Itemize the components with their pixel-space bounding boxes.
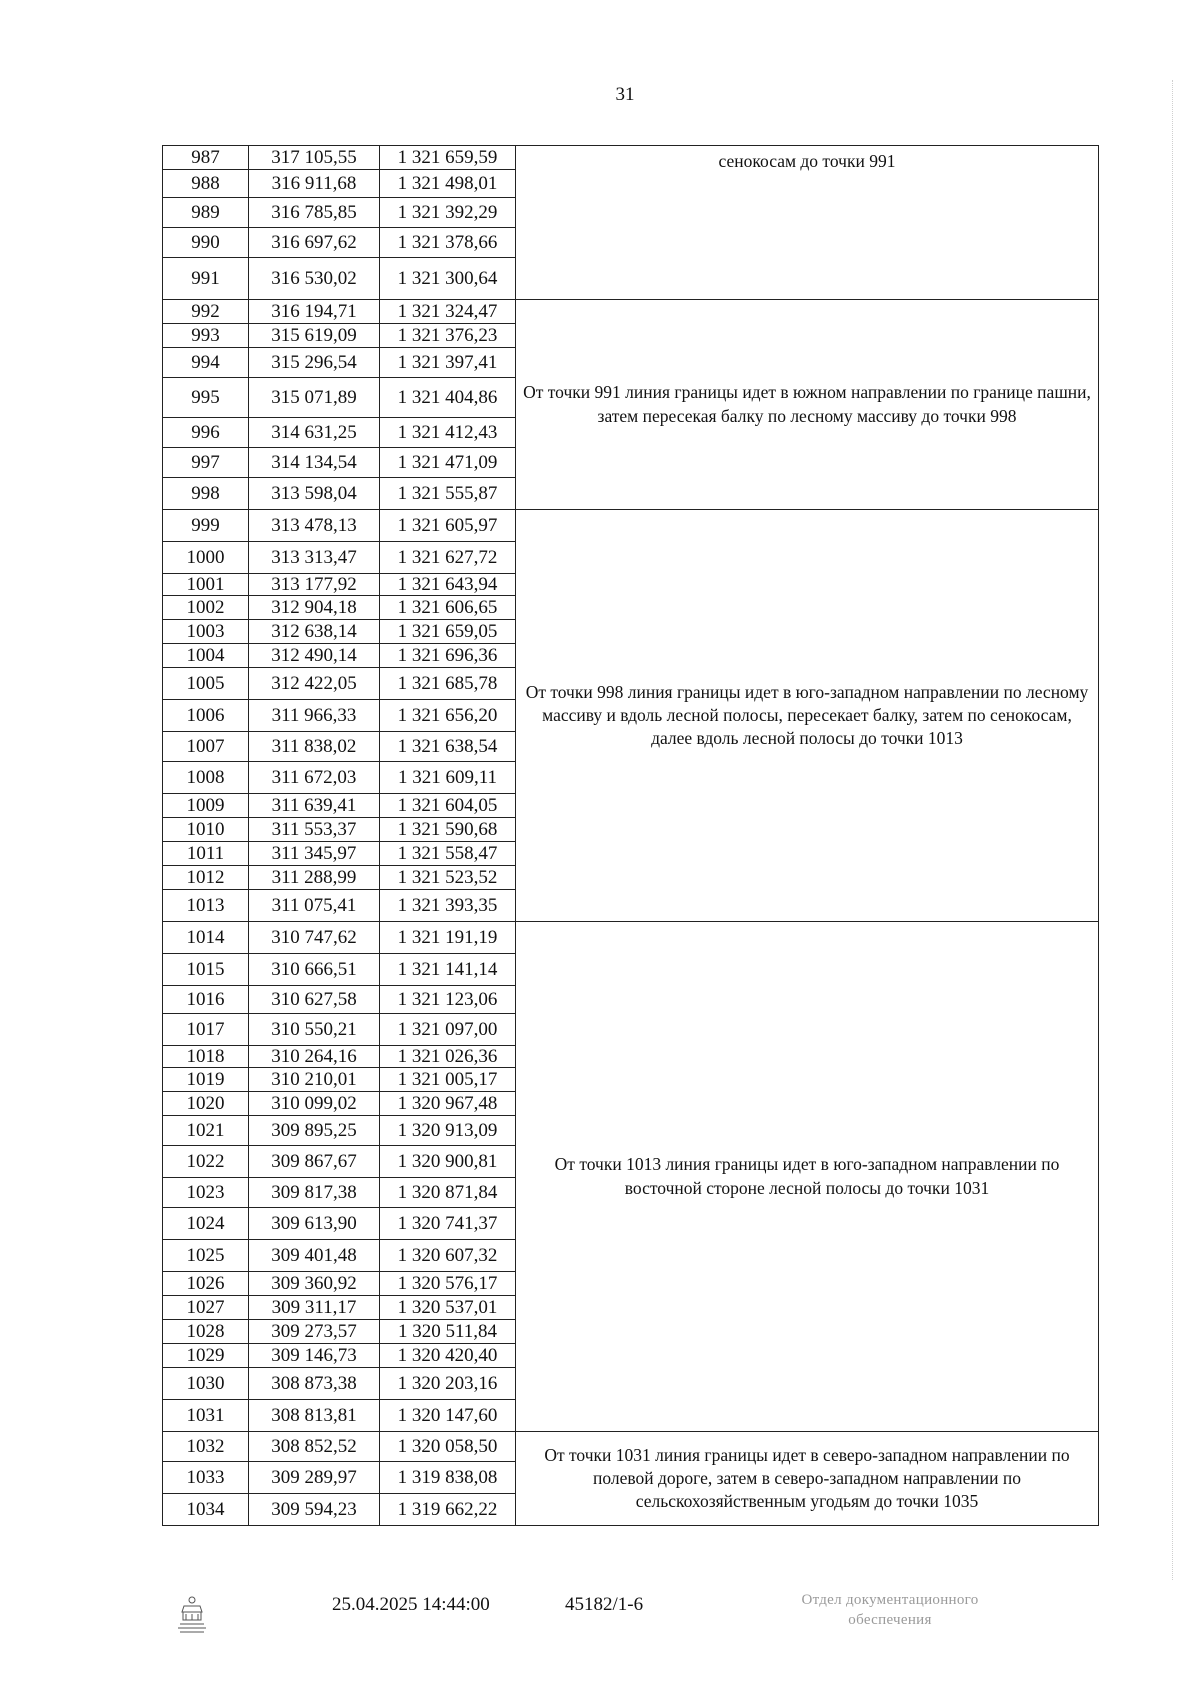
point-number-cell: 1012	[163, 866, 249, 890]
x-coordinate-cell: 311 288,99	[249, 866, 380, 890]
x-coordinate-cell: 310 666,51	[249, 954, 380, 986]
point-number-cell: 1001	[163, 574, 249, 596]
y-coordinate-cell: 1 319 662,22	[380, 1494, 516, 1526]
x-coordinate-cell: 316 194,71	[249, 300, 380, 324]
y-coordinate-cell: 1 321 393,35	[380, 890, 516, 922]
stamp-line-1: Отдел документационного	[801, 1592, 979, 1608]
point-number-cell: 1029	[163, 1344, 249, 1368]
y-coordinate-cell: 1 321 412,43	[380, 418, 516, 448]
point-number-cell: 992	[163, 300, 249, 324]
emblem-icon	[172, 1594, 212, 1638]
point-number-cell: 1002	[163, 596, 249, 620]
y-coordinate-cell: 1 321 404,86	[380, 378, 516, 418]
point-number-cell: 1022	[163, 1146, 249, 1178]
y-coordinate-cell: 1 321 097,00	[380, 1014, 516, 1046]
x-coordinate-cell: 309 817,38	[249, 1178, 380, 1208]
x-coordinate-cell: 315 619,09	[249, 324, 380, 348]
point-number-cell: 1024	[163, 1208, 249, 1240]
y-coordinate-cell: 1 321 392,29	[380, 198, 516, 228]
boundary-description-cell: сенокосам до точки 991	[516, 146, 1099, 300]
point-number-cell: 1028	[163, 1320, 249, 1344]
x-coordinate-cell: 308 873,38	[249, 1368, 380, 1400]
y-coordinate-cell: 1 321 685,78	[380, 668, 516, 700]
x-coordinate-cell: 316 697,62	[249, 228, 380, 258]
x-coordinate-cell: 309 289,97	[249, 1462, 380, 1494]
point-number-cell: 994	[163, 348, 249, 378]
x-coordinate-cell: 314 631,25	[249, 418, 380, 448]
table-row	[163, 146, 1099, 170]
x-coordinate-cell: 311 553,37	[249, 818, 380, 842]
y-coordinate-cell: 1 321 397,41	[380, 348, 516, 378]
x-coordinate-cell: 309 594,23	[249, 1494, 380, 1526]
x-coordinate-cell: 316 911,68	[249, 170, 380, 198]
point-number-cell: 1004	[163, 644, 249, 668]
y-coordinate-cell: 1 320 871,84	[380, 1178, 516, 1208]
y-coordinate-cell: 1 321 606,65	[380, 596, 516, 620]
x-coordinate-cell: 308 813,81	[249, 1400, 380, 1432]
y-coordinate-cell: 1 321 300,64	[380, 258, 516, 300]
point-number-cell: 1015	[163, 954, 249, 986]
point-number-cell: 990	[163, 228, 249, 258]
x-coordinate-cell: 311 838,02	[249, 732, 380, 762]
x-coordinate-cell: 311 672,03	[249, 762, 380, 794]
point-number-cell: 1021	[163, 1116, 249, 1146]
x-coordinate-cell: 312 638,14	[249, 620, 380, 644]
y-coordinate-cell: 1 321 643,94	[380, 574, 516, 596]
point-number-cell: 1007	[163, 732, 249, 762]
y-coordinate-cell: 1 321 609,11	[380, 762, 516, 794]
x-coordinate-cell: 313 313,47	[249, 542, 380, 574]
y-coordinate-cell: 1 320 420,40	[380, 1344, 516, 1368]
y-coordinate-cell: 1 321 191,19	[380, 922, 516, 954]
table-row	[163, 1432, 1099, 1462]
y-coordinate-cell: 1 320 537,01	[380, 1296, 516, 1320]
y-coordinate-cell: 1 321 656,20	[380, 700, 516, 732]
boundary-description-cell: От точки 1031 линия границы идет в северо-западном направлении по полевой дороге, затем в северо-западном направлении по сельскохозяйственным угодьям до точки 1035	[516, 1432, 1099, 1526]
x-coordinate-cell: 309 273,57	[249, 1320, 380, 1344]
y-coordinate-cell: 1 320 203,16	[380, 1368, 516, 1400]
point-number-cell: 1023	[163, 1178, 249, 1208]
y-coordinate-cell: 1 320 913,09	[380, 1116, 516, 1146]
x-coordinate-cell: 317 105,55	[249, 146, 380, 170]
point-number-cell: 1017	[163, 1014, 249, 1046]
x-coordinate-cell: 310 747,62	[249, 922, 380, 954]
point-number-cell: 1003	[163, 620, 249, 644]
y-coordinate-cell: 1 320 511,84	[380, 1320, 516, 1344]
boundary-description-cell: От точки 991 линия границы идет в южном направлении по границе пашни, затем пересекая балку по лесному массиву до точки 998	[516, 300, 1099, 510]
y-coordinate-cell: 1 320 576,17	[380, 1272, 516, 1296]
y-coordinate-cell: 1 321 627,72	[380, 542, 516, 574]
y-coordinate-cell: 1 321 604,05	[380, 794, 516, 818]
y-coordinate-cell: 1 321 026,36	[380, 1046, 516, 1068]
point-number-cell: 1010	[163, 818, 249, 842]
y-coordinate-cell: 1 320 741,37	[380, 1208, 516, 1240]
point-number-cell: 1033	[163, 1462, 249, 1494]
y-coordinate-cell: 1 321 378,66	[380, 228, 516, 258]
y-coordinate-cell: 1 321 659,05	[380, 620, 516, 644]
y-coordinate-cell: 1 320 607,32	[380, 1240, 516, 1272]
point-number-cell: 996	[163, 418, 249, 448]
x-coordinate-cell: 309 867,67	[249, 1146, 380, 1178]
x-coordinate-cell: 310 627,58	[249, 986, 380, 1014]
y-coordinate-cell: 1 321 638,54	[380, 732, 516, 762]
y-coordinate-cell: 1 321 696,36	[380, 644, 516, 668]
footer-document-number: 45182/1-6	[565, 1594, 644, 1615]
footer-timestamp: 25.04.2025 14:44:00	[332, 1594, 490, 1615]
x-coordinate-cell: 314 134,54	[249, 448, 380, 478]
x-coordinate-cell: 310 210,01	[249, 1068, 380, 1092]
point-number-cell: 1030	[163, 1368, 249, 1400]
x-coordinate-cell: 309 613,90	[249, 1208, 380, 1240]
point-number-cell: 1027	[163, 1296, 249, 1320]
y-coordinate-cell: 1 321 471,09	[380, 448, 516, 478]
point-number-cell: 997	[163, 448, 249, 478]
point-number-cell: 1005	[163, 668, 249, 700]
coordinates-table-body	[163, 146, 1099, 1526]
point-number-cell: 998	[163, 478, 249, 510]
point-number-cell: 1026	[163, 1272, 249, 1296]
x-coordinate-cell: 312 490,14	[249, 644, 380, 668]
point-number-cell: 991	[163, 258, 249, 300]
table-row	[163, 300, 1099, 324]
x-coordinate-cell: 316 785,85	[249, 198, 380, 228]
point-number-cell: 1009	[163, 794, 249, 818]
x-coordinate-cell: 309 360,92	[249, 1272, 380, 1296]
x-coordinate-cell: 316 530,02	[249, 258, 380, 300]
y-coordinate-cell: 1 319 838,08	[380, 1462, 516, 1494]
x-coordinate-cell: 315 296,54	[249, 348, 380, 378]
x-coordinate-cell: 312 904,18	[249, 596, 380, 620]
y-coordinate-cell: 1 320 967,48	[380, 1092, 516, 1116]
point-number-cell: 988	[163, 170, 249, 198]
y-coordinate-cell: 1 320 900,81	[380, 1146, 516, 1178]
x-coordinate-cell: 311 345,97	[249, 842, 380, 866]
y-coordinate-cell: 1 321 324,47	[380, 300, 516, 324]
point-number-cell: 999	[163, 510, 249, 542]
boundary-description-cell: От точки 998 линия границы идет в юго-западном направлении по лесному массиву и вдоль лесной полосы, пересекает балку, затем по сенокосам, далее вдоль лесной полосы до точки 1013	[516, 510, 1099, 922]
point-number-cell: 1025	[163, 1240, 249, 1272]
point-number-cell: 1018	[163, 1046, 249, 1068]
x-coordinate-cell: 315 071,89	[249, 378, 380, 418]
point-number-cell: 1031	[163, 1400, 249, 1432]
point-number-cell: 1032	[163, 1432, 249, 1462]
point-number-cell: 1034	[163, 1494, 249, 1526]
x-coordinate-cell: 310 099,02	[249, 1092, 380, 1116]
point-number-cell: 1008	[163, 762, 249, 794]
point-number-cell: 1000	[163, 542, 249, 574]
y-coordinate-cell: 1 321 555,87	[380, 478, 516, 510]
point-number-cell: 1020	[163, 1092, 249, 1116]
x-coordinate-cell: 312 422,05	[249, 668, 380, 700]
y-coordinate-cell: 1 321 123,06	[380, 986, 516, 1014]
x-coordinate-cell: 309 895,25	[249, 1116, 380, 1146]
y-coordinate-cell: 1 320 147,60	[380, 1400, 516, 1432]
x-coordinate-cell: 311 075,41	[249, 890, 380, 922]
y-coordinate-cell: 1 321 141,14	[380, 954, 516, 986]
point-number-cell: 1006	[163, 700, 249, 732]
y-coordinate-cell: 1 321 605,97	[380, 510, 516, 542]
x-coordinate-cell: 309 146,73	[249, 1344, 380, 1368]
x-coordinate-cell: 313 177,92	[249, 574, 380, 596]
department-stamp	[740, 1590, 1040, 1631]
y-coordinate-cell: 1 321 523,52	[380, 866, 516, 890]
point-number-cell: 1016	[163, 986, 249, 1014]
point-number-cell: 1014	[163, 922, 249, 954]
stamp-line-2: обеспечения	[848, 1612, 932, 1629]
table-row	[163, 510, 1099, 542]
point-number-cell: 987	[163, 146, 249, 170]
y-coordinate-cell: 1 321 498,01	[380, 170, 516, 198]
y-coordinate-cell: 1 321 590,68	[380, 818, 516, 842]
page-number: 31	[615, 84, 635, 105]
x-coordinate-cell: 310 550,21	[249, 1014, 380, 1046]
point-number-cell: 1011	[163, 842, 249, 866]
x-coordinate-cell: 309 401,48	[249, 1240, 380, 1272]
point-number-cell: 993	[163, 324, 249, 348]
y-coordinate-cell: 1 321 659,59	[380, 146, 516, 170]
x-coordinate-cell: 313 598,04	[249, 478, 380, 510]
point-number-cell: 1013	[163, 890, 249, 922]
y-coordinate-cell: 1 321 005,17	[380, 1068, 516, 1092]
scan-edge-marks	[1172, 80, 1175, 1580]
point-number-cell: 1019	[163, 1068, 249, 1092]
y-coordinate-cell: 1 321 376,23	[380, 324, 516, 348]
table-row	[163, 922, 1099, 954]
point-number-cell: 995	[163, 378, 249, 418]
boundary-description-cell: От точки 1013 линия границы идет в юго-западном направлении по восточной стороне лесной полосы до точки 1031	[516, 922, 1099, 1432]
x-coordinate-cell: 308 852,52	[249, 1432, 380, 1462]
point-number-cell: 989	[163, 198, 249, 228]
y-coordinate-cell: 1 320 058,50	[380, 1432, 516, 1462]
y-coordinate-cell: 1 321 558,47	[380, 842, 516, 866]
x-coordinate-cell: 310 264,16	[249, 1046, 380, 1068]
x-coordinate-cell: 311 639,41	[249, 794, 380, 818]
coordinates-table	[162, 145, 1099, 1526]
x-coordinate-cell: 311 966,33	[249, 700, 380, 732]
x-coordinate-cell: 313 478,13	[249, 510, 380, 542]
x-coordinate-cell: 309 311,17	[249, 1296, 380, 1320]
